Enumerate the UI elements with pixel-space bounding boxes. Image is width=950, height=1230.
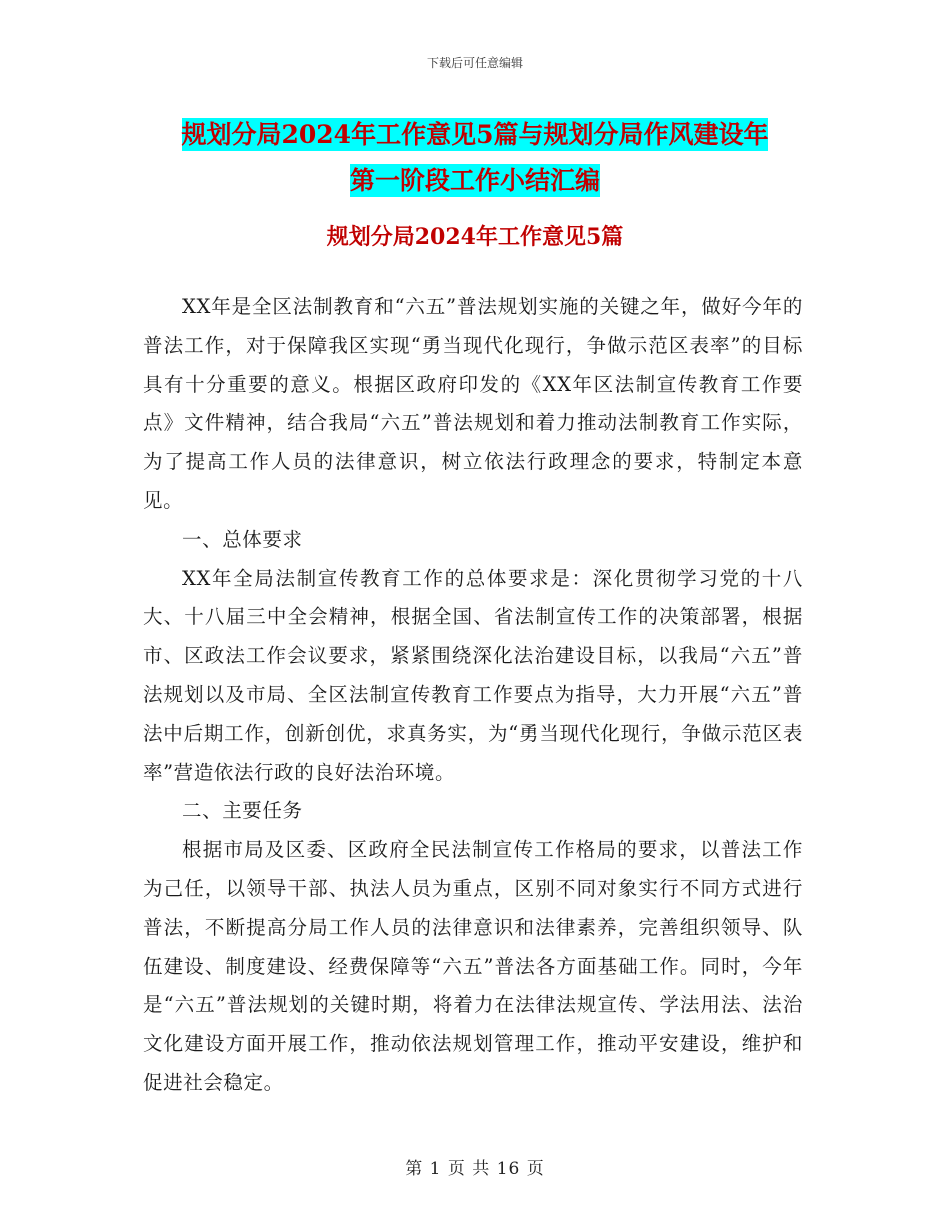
paragraph-general-requirements: XX年全局法制宣传教育工作的总体要求是：深化贯彻学习党的十八大、十八届三中全会精神，根据全国、省法制宣传工作的决策部署，根据市、区政法工作会议要求，紧紧围绕深化法治建设目标，以我局“六五”普法规划以及市局、全区法制宣传教育工作要点为指导，大力开展“六五”普法中后期工作，创新创优，求真务实，为“勇当现代化现行，争做示范区表率”营造依法行政的良好法治环境。 <box>143 566 803 784</box>
document-title-line-2: 第一阶段工作小结汇编 <box>349 166 600 195</box>
paragraph-main-tasks: 根据市局及区委、区政府全民法制宣传工作格局的要求，以普法工作为己任，以领导干部、执法人员为重点，区别不同对象实行不同方式进行普法，不断提高分局工作人员的法律意识和法律素养，完善组织领导、队伍建设、制度建设、经费保障等“六五”普法各方面基础工作。同时，今年是“六五”普法规划的关键时期，将着力在法律法规宣传、学法用法、法治文化建设方面开展工作，推动依法规划管理工作，推动平安建设，维护和促进社会稳定。 <box>143 838 803 1094</box>
heading-general-requirements: 一、总体要求 <box>182 527 303 551</box>
document-title-line-1: 规划分局2024年工作意见5篇与规划分局作风建设年 <box>181 120 769 149</box>
page-number-footer: 第 1 页 共 16 页 <box>405 1159 545 1179</box>
paragraph-intro: XX年是全区法制教育和“六五”普法规划实施的关键之年，做好今年的普法工作，对于保障我区实现“勇当现代化现行，争做示范区表率”的目标具有十分重要的意义。根据区政府印发的《XX年区法制宣传教育工作要点》文件精神，结合我局“六五”普法规划和着力推动法制教育工作实际，为了提高工作人员的法律意识，树立依法行政理念的要求，特制定本意见。 <box>143 295 803 512</box>
document-title <box>0 112 950 204</box>
heading-main-tasks: 二、主要任务 <box>182 799 303 823</box>
header-note: 下载后可任意编辑 <box>426 56 523 70</box>
section-title: 规划分局2024年工作意见5篇 <box>326 224 624 250</box>
document-body <box>143 288 803 1103</box>
